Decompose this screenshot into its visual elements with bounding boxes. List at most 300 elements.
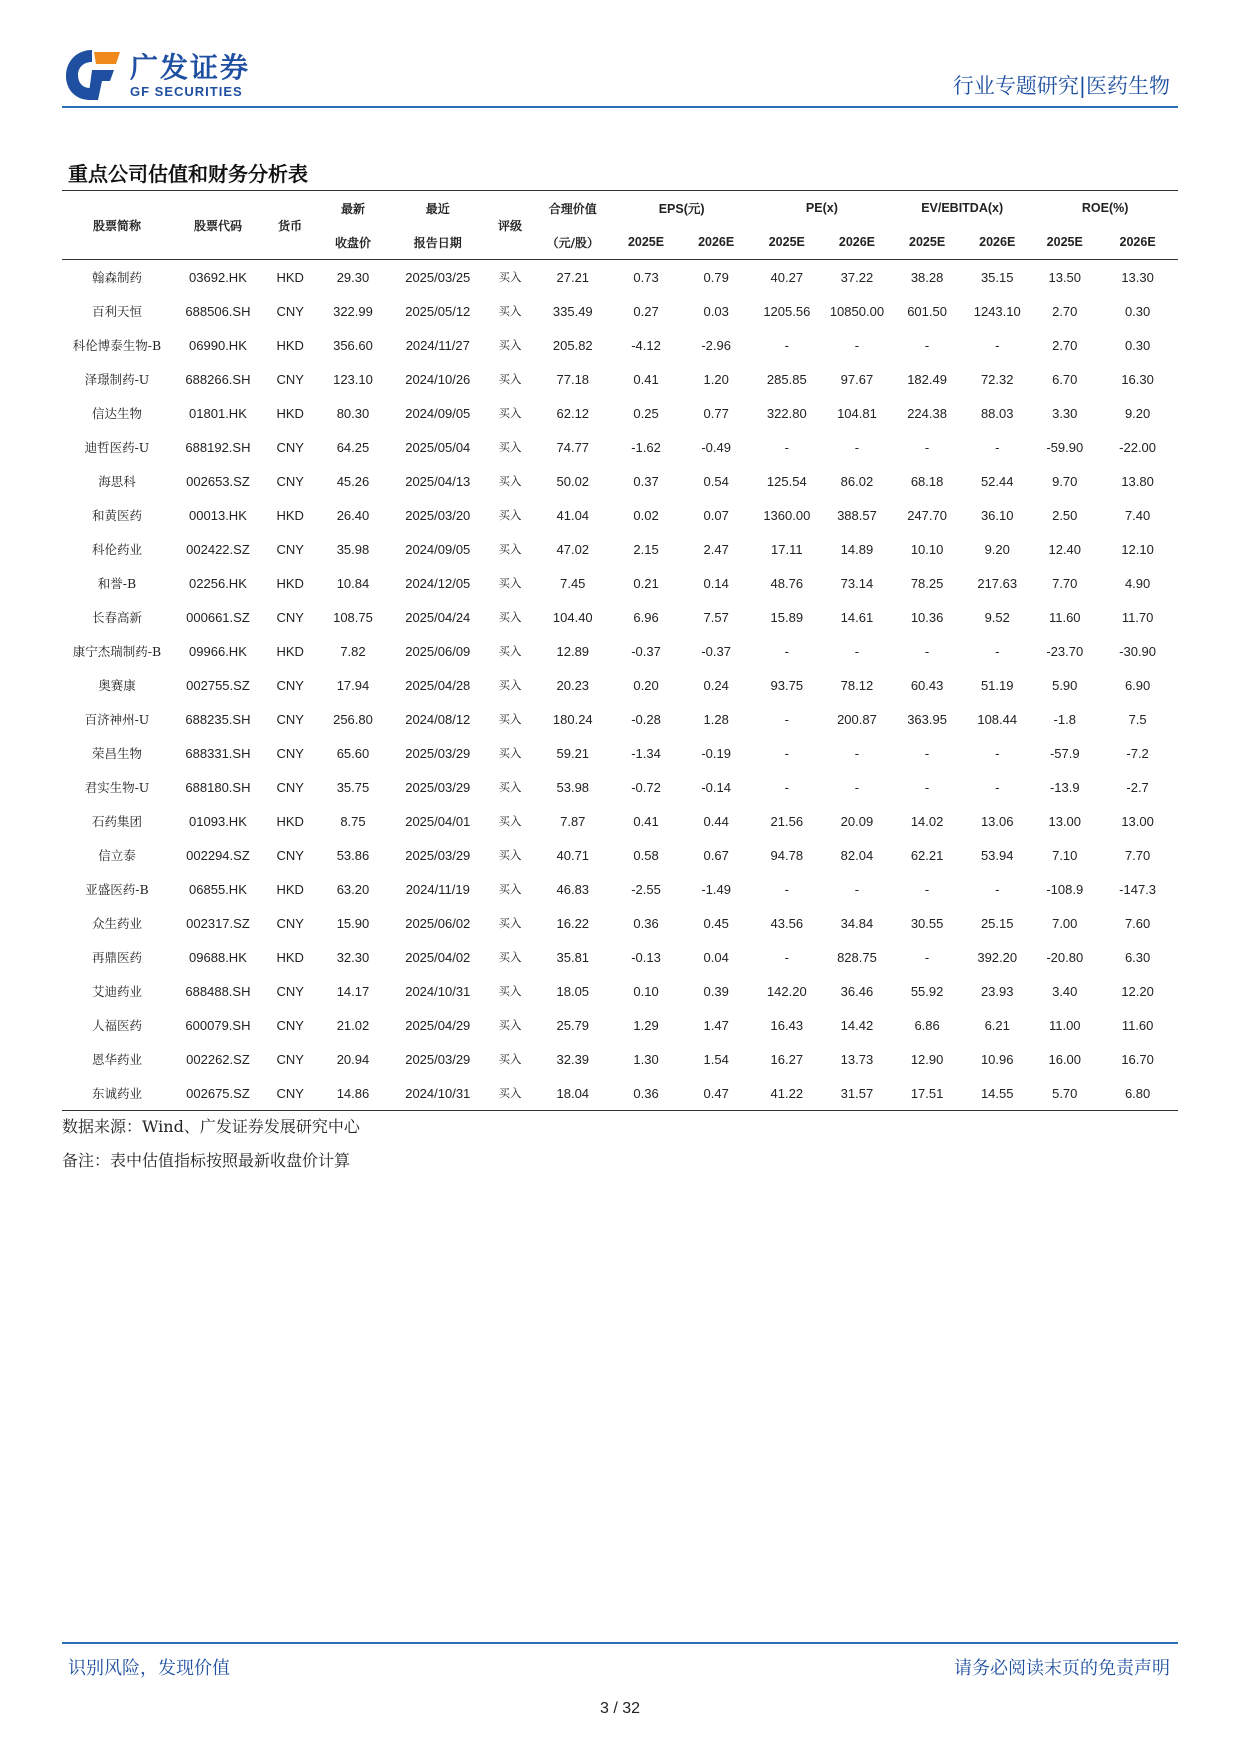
cell-ev-2025e: 38.28 (910, 269, 944, 285)
cell-eps-2025e: 1.30 (633, 1051, 659, 1067)
cell-pe-2026e: - (854, 643, 860, 659)
cell-ev-2026e: 23.93 (980, 983, 1014, 999)
cell-target: 53.98 (556, 779, 590, 795)
cell-code: 02256.HK (189, 575, 247, 591)
cell-report-date: 2024/11/27 (405, 337, 470, 353)
cell-roe-2025e: 13.00 (1048, 813, 1082, 829)
cell-rating: 买入 (498, 406, 522, 420)
cell-pe-2025e: - (784, 949, 789, 965)
cell-rating: 买入 (498, 848, 522, 862)
cell-report-date: 2025/04/13 (405, 473, 471, 489)
cell-ev-2025e: 14.02 (910, 813, 944, 829)
cell-ev-2026e: 9.20 (984, 541, 1010, 557)
cell-roe-2025e: 7.70 (1052, 575, 1078, 591)
cell-roe-2025e: 2.50 (1052, 507, 1078, 523)
cell-target: 18.04 (556, 1085, 590, 1101)
cell-currency: CNY (276, 609, 304, 625)
cell-code: 06990.HK (189, 337, 247, 353)
table-row (62, 532, 1178, 566)
cell-target: 16.22 (556, 915, 590, 931)
header-roe: ROE(%) (1081, 201, 1129, 215)
cell-report-date: 2024/10/26 (405, 371, 471, 387)
cell-roe-2025e: -23.70 (1046, 643, 1084, 659)
cell-code: 002653.SZ (186, 473, 250, 489)
cell-roe-2026e: 0.30 (1124, 303, 1151, 319)
cell-eps-2025e: 0.58 (633, 847, 659, 863)
table-row (62, 362, 1178, 396)
cell-ev-2025e: - (924, 779, 930, 795)
header-ev-2026e: 2026E (979, 235, 1016, 249)
report-section: 行业专题研究|医药生物 (952, 74, 1170, 98)
cell-ev-2025e: 6.86 (914, 1017, 940, 1033)
cell-report-date: 2025/03/25 (405, 269, 471, 285)
cell-rating: 买入 (498, 304, 522, 318)
cell-code: 09688.HK (189, 949, 247, 965)
cell-ev-2025e: 363.95 (907, 711, 947, 727)
cell-eps-2025e: -0.72 (631, 779, 661, 795)
header-roe-2026e: 2026E (1119, 235, 1156, 249)
page-number: 3 / 32 (599, 1700, 641, 1717)
cell-eps-2025e: -0.37 (631, 643, 661, 659)
cell-roe-2026e: -2.7 (1126, 779, 1149, 795)
cell-eps-2025e: 1.29 (633, 1017, 659, 1033)
cell-currency: HKD (276, 269, 304, 285)
page-footer (62, 1642, 1178, 1684)
cell-eps-2026e: 0.39 (703, 983, 729, 999)
header-report-1: 最近 (425, 201, 450, 216)
cell-code: 688235.SH (185, 711, 251, 727)
cell-eps-2025e: 0.20 (633, 677, 659, 693)
cell-target: 104.40 (552, 609, 593, 625)
table-row (62, 736, 1178, 770)
cell-pe-2025e: - (784, 643, 789, 659)
header-report-2: 报告日期 (413, 235, 462, 250)
header-eps-2026e: 2026E (698, 235, 735, 249)
cell-roe-2025e: -59.90 (1046, 439, 1084, 455)
cell-pe-2026e: - (854, 745, 860, 761)
header-rating: 评级 (497, 218, 522, 233)
cell-code: 002755.SZ (186, 677, 250, 693)
cell-report-date: 2024/09/05 (405, 405, 471, 421)
cell-pe-2026e: 78.12 (840, 677, 874, 693)
cell-pe-2025e: 48.76 (770, 575, 804, 591)
cell-roe-2025e: 16.00 (1048, 1051, 1082, 1067)
header-currency: 货币 (278, 218, 303, 233)
header-eps-2025e: 2025E (627, 235, 665, 249)
table-row (62, 940, 1178, 974)
header-ev-2025e: 2025E (909, 235, 946, 249)
cell-pe-2026e: 14.89 (840, 541, 874, 557)
cell-name: 东诚药业 (91, 1086, 142, 1101)
cell-eps-2026e: -0.37 (701, 643, 731, 659)
cell-roe-2026e: 9.20 (1124, 405, 1151, 421)
table-row (62, 328, 1178, 362)
cell-code: 600079.SH (185, 1017, 251, 1033)
cell-close: 123.10 (333, 371, 373, 387)
cell-pe-2026e: 86.02 (840, 473, 874, 489)
cell-target: 7.87 (560, 813, 586, 829)
cell-close: 108.75 (333, 609, 373, 625)
cell-name: 荣昌生物 (91, 746, 142, 761)
cell-ev-2026e: 9.52 (984, 609, 1010, 625)
header-pe-2026e: 2026E (838, 235, 876, 249)
cell-close: 14.17 (336, 983, 370, 999)
cell-pe-2025e: - (784, 745, 789, 761)
cell-report-date: 2024/09/05 (405, 541, 471, 557)
cell-name: 奥赛康 (98, 678, 136, 693)
cell-code: 00013.HK (189, 507, 247, 523)
brand-name-cn: 广发证券 (130, 51, 251, 84)
table-row (62, 668, 1178, 702)
cell-eps-2026e: 0.77 (703, 405, 729, 421)
cell-currency: HKD (276, 949, 304, 965)
cell-pe-2025e: - (784, 337, 789, 353)
cell-name: 长春高新 (91, 610, 142, 625)
table-row (62, 906, 1178, 940)
cell-rating: 买入 (498, 780, 522, 794)
cell-code: 002422.SZ (186, 541, 250, 557)
cell-ev-2026e: 392.20 (977, 949, 1018, 965)
cell-eps-2026e: -0.49 (701, 439, 731, 455)
cell-code: 002262.SZ (186, 1051, 250, 1067)
cell-rating: 买入 (498, 916, 522, 930)
cell-pe-2026e: 73.14 (840, 575, 874, 591)
cell-ev-2025e: - (924, 949, 930, 965)
cell-currency: HKD (276, 337, 304, 353)
footer-slogan: 识别风险，发现价值 (68, 1658, 230, 1679)
cell-ev-2025e: 62.21 (910, 847, 944, 863)
cell-ev-2025e: - (924, 881, 930, 897)
cell-roe-2026e: -147.3 (1119, 881, 1157, 897)
cell-roe-2026e: -22.00 (1119, 439, 1157, 455)
cell-name: 康宁杰瑞制药-B (72, 644, 162, 659)
cell-rating: 买入 (498, 440, 522, 454)
cell-ev-2025e: 55.92 (910, 983, 944, 999)
cell-report-date: 2025/06/02 (405, 915, 471, 931)
cell-eps-2025e: 6.96 (633, 609, 659, 625)
table-row (62, 430, 1178, 464)
cell-roe-2026e: 7.70 (1124, 847, 1151, 863)
cell-roe-2026e: 0.30 (1124, 337, 1151, 353)
cell-roe-2025e: 3.40 (1052, 983, 1078, 999)
cell-eps-2026e: 0.47 (703, 1085, 729, 1101)
cell-code: 688266.SH (185, 371, 251, 387)
cell-report-date: 2025/04/28 (405, 677, 471, 693)
cell-ev-2026e: 10.96 (980, 1051, 1014, 1067)
cell-ev-2025e: 68.18 (910, 473, 944, 489)
cell-name: 科伦药业 (91, 542, 142, 557)
cell-ev-2026e: 72.32 (980, 371, 1014, 387)
cell-rating: 买入 (498, 746, 522, 760)
cell-roe-2025e: 12.40 (1048, 541, 1082, 557)
cell-eps-2025e: 0.41 (633, 371, 659, 387)
cell-rating: 买入 (498, 576, 522, 590)
cell-currency: CNY (276, 371, 304, 387)
cell-pe-2026e: 20.09 (840, 813, 874, 829)
cell-pe-2025e: 17.11 (771, 541, 803, 557)
cell-report-date: 2025/05/12 (405, 303, 471, 319)
cell-roe-2025e: 7.00 (1052, 915, 1078, 931)
cell-pe-2026e: 97.67 (840, 371, 874, 387)
footer-disclaimer: 请务必阅读末页的免责声明 (954, 1658, 1170, 1679)
cell-currency: CNY (276, 779, 304, 795)
cell-report-date: 2024/11/19 (405, 881, 470, 897)
cell-roe-2026e: 12.20 (1121, 983, 1154, 999)
cell-roe-2026e: 7.60 (1124, 915, 1151, 931)
cell-target: 35.81 (556, 949, 590, 965)
cell-currency: CNY (276, 473, 304, 489)
cell-eps-2026e: -0.19 (701, 745, 731, 761)
cell-currency: CNY (276, 983, 304, 999)
cell-currency: CNY (276, 303, 304, 319)
cell-target: 335.49 (552, 303, 593, 319)
cell-ev-2026e: 53.94 (980, 847, 1014, 863)
cell-eps-2026e: -0.14 (701, 779, 731, 795)
cell-name: 科伦博泰生物-B (72, 338, 162, 353)
cell-currency: HKD (276, 405, 304, 421)
cell-name: 亚盛医药-B (85, 882, 149, 897)
cell-rating: 买入 (498, 712, 522, 726)
cell-rating: 买入 (498, 474, 522, 488)
cell-eps-2025e: 2.15 (633, 541, 659, 557)
cell-roe-2026e: 11.70 (1121, 609, 1154, 625)
cell-rating: 买入 (498, 372, 522, 386)
cell-target: 20.23 (556, 677, 590, 693)
cell-code: 01093.HK (189, 813, 247, 829)
cell-close: 35.98 (336, 541, 370, 557)
cell-eps-2026e: 0.24 (703, 677, 729, 693)
cell-close: 14.86 (336, 1085, 370, 1101)
cell-name: 艾迪药业 (91, 984, 142, 999)
cell-pe-2025e: 94.78 (770, 847, 804, 863)
cell-rating: 买入 (498, 610, 522, 624)
table-title: 重点公司估值和财务分析表 (68, 162, 308, 186)
cell-report-date: 2025/03/29 (405, 745, 471, 761)
cell-report-date: 2025/04/01 (405, 813, 471, 829)
cell-close: 26.40 (336, 507, 370, 523)
table-row (62, 804, 1178, 838)
cell-pe-2025e: - (784, 439, 789, 455)
cell-target: 41.04 (556, 507, 590, 523)
cell-eps-2026e: 0.03 (703, 303, 729, 319)
cell-report-date: 2025/03/20 (405, 507, 471, 523)
cell-close: 63.20 (336, 881, 370, 897)
cell-pe-2025e: - (784, 881, 789, 897)
cell-rating: 买入 (498, 678, 522, 692)
remark-note: 备注：表中估值指标按照最新收盘价计算 (62, 1151, 351, 1170)
data-source-note: 数据来源：Wind、广发证券发展研究中心 (62, 1117, 360, 1136)
cell-eps-2026e: 0.67 (703, 847, 729, 863)
cell-eps-2025e: -2.55 (631, 881, 661, 897)
cell-currency: CNY (276, 915, 304, 931)
cell-name: 石药集团 (91, 814, 142, 829)
cell-eps-2026e: 0.14 (703, 575, 729, 591)
cell-pe-2025e: 40.27 (770, 269, 804, 285)
cell-report-date: 2025/04/24 (405, 609, 471, 625)
cell-target: 62.12 (556, 405, 590, 421)
cell-code: 688192.SH (185, 439, 251, 455)
cell-target: 47.02 (556, 541, 590, 557)
cell-eps-2026e: 2.47 (703, 541, 729, 557)
cell-pe-2025e: 125.54 (766, 473, 807, 489)
cell-rating: 买入 (498, 814, 522, 828)
cell-pe-2026e: 31.57 (840, 1085, 874, 1101)
cell-eps-2025e: -0.28 (631, 711, 661, 727)
cell-roe-2026e: 16.30 (1121, 371, 1154, 387)
cell-ev-2026e: - (995, 745, 1000, 761)
cell-eps-2025e: 0.37 (633, 473, 659, 489)
gf-logo-icon (62, 48, 122, 102)
cell-target: 46.83 (556, 881, 590, 897)
cell-close: 32.30 (336, 949, 370, 965)
cell-ev-2025e: 60.43 (910, 677, 944, 693)
header-code: 股票代码 (193, 218, 242, 233)
cell-name: 人福医药 (91, 1018, 142, 1033)
cell-ev-2026e: - (995, 643, 1000, 659)
cell-ev-2026e: 88.03 (980, 405, 1014, 421)
cell-pe-2026e: 13.73 (840, 1051, 874, 1067)
cell-ev-2026e: 25.15 (980, 915, 1014, 931)
cell-code: 09966.HK (189, 643, 247, 659)
table-row (62, 1008, 1178, 1042)
cell-name: 和誉-B (97, 576, 137, 591)
cell-name: 恩华药业 (91, 1052, 142, 1067)
cell-name: 众生药业 (91, 916, 142, 931)
cell-currency: HKD (276, 575, 304, 591)
cell-target: 180.24 (552, 711, 593, 727)
cell-target: 59.21 (556, 745, 590, 761)
cell-name: 翰森制药 (91, 270, 142, 285)
cell-ev-2025e: 78.25 (910, 575, 944, 591)
cell-roe-2026e: 13.30 (1121, 269, 1154, 285)
cell-roe-2025e: 11.60 (1048, 609, 1081, 625)
cell-ev-2026e: - (995, 337, 1000, 353)
cell-ev-2025e: - (924, 337, 930, 353)
cell-name: 百利天恒 (91, 304, 142, 319)
cell-eps-2026e: -1.49 (701, 881, 731, 897)
cell-close: 53.86 (336, 847, 370, 863)
cell-pe-2026e: 34.84 (840, 915, 874, 931)
cell-eps-2025e: 0.73 (633, 269, 659, 285)
cell-close: 64.25 (336, 439, 370, 455)
page-header (62, 40, 1178, 108)
cell-code: 06855.HK (189, 881, 247, 897)
cell-rating: 买入 (498, 542, 522, 556)
cell-code: 688180.SH (185, 779, 251, 795)
cell-name: 和黄医药 (91, 508, 142, 523)
cell-close: 35.75 (336, 779, 370, 795)
cell-pe-2026e: 14.42 (840, 1017, 874, 1033)
cell-roe-2026e: 11.60 (1121, 1017, 1154, 1033)
cell-report-date: 2025/06/09 (405, 643, 471, 659)
cell-pe-2026e: - (854, 439, 860, 455)
header-pe: PE(x) (805, 201, 838, 215)
cell-currency: CNY (276, 1085, 304, 1101)
cell-report-date: 2024/08/12 (405, 711, 471, 727)
table-row (62, 566, 1178, 600)
table-row (62, 770, 1178, 804)
cell-ev-2026e: 35.15 (980, 269, 1014, 285)
cell-eps-2025e: 0.41 (633, 813, 659, 829)
header-ev-ebitda: EV/EBITDA(x) (921, 201, 1004, 215)
cell-target: 18.05 (556, 983, 590, 999)
cell-close: 8.75 (340, 813, 366, 829)
cell-code: 688331.SH (185, 745, 251, 761)
cell-name: 信立泰 (98, 848, 136, 863)
cell-report-date: 2025/03/29 (405, 779, 471, 795)
cell-roe-2026e: -30.90 (1119, 643, 1157, 659)
cell-roe-2026e: 13.80 (1121, 473, 1154, 489)
cell-eps-2026e: 0.45 (703, 915, 729, 931)
cell-pe-2026e: 104.81 (837, 405, 877, 421)
cell-report-date: 2024/10/31 (405, 1085, 471, 1101)
header-target-1: 合理价值 (548, 201, 597, 216)
cell-currency: CNY (276, 677, 304, 693)
cell-close: 17.94 (336, 677, 370, 693)
table-row (62, 464, 1178, 498)
table-row (62, 1042, 1178, 1076)
cell-pe-2026e: - (854, 881, 860, 897)
cell-ev-2025e: 10.10 (910, 541, 944, 557)
cell-ev-2026e: 13.06 (980, 813, 1014, 829)
cell-roe-2026e: 12.10 (1121, 541, 1154, 557)
cell-close: 322.99 (333, 303, 373, 319)
cell-report-date: 2025/03/29 (405, 847, 471, 863)
cell-eps-2025e: -0.13 (631, 949, 661, 965)
cell-roe-2025e: 2.70 (1052, 337, 1078, 353)
table-body (62, 260, 1178, 1111)
cell-ev-2025e: 601.50 (907, 303, 947, 319)
cell-pe-2025e: 1360.00 (763, 507, 811, 523)
cell-close: 356.60 (333, 337, 373, 353)
cell-eps-2025e: 0.36 (633, 1085, 659, 1101)
cell-name: 再鼎医药 (91, 950, 142, 965)
cell-ev-2025e: - (924, 745, 930, 761)
cell-pe-2025e: 16.27 (770, 1051, 804, 1067)
cell-ev-2025e: - (924, 439, 930, 455)
cell-currency: HKD (276, 813, 304, 829)
cell-eps-2025e: 0.27 (633, 303, 659, 319)
cell-target: 25.79 (556, 1017, 590, 1033)
cell-ev-2026e: 36.10 (980, 507, 1014, 523)
cell-rating: 买入 (498, 270, 522, 284)
cell-roe-2025e: 9.70 (1052, 473, 1078, 489)
cell-rating: 买入 (498, 508, 522, 522)
table-row (62, 600, 1178, 634)
cell-code: 002317.SZ (186, 915, 250, 931)
cell-currency: HKD (276, 507, 304, 523)
cell-name: 迪哲医药-U (84, 440, 150, 455)
cell-roe-2026e: -7.2 (1126, 745, 1149, 761)
cell-ev-2025e: 12.90 (910, 1051, 944, 1067)
cell-roe-2026e: 13.00 (1121, 813, 1154, 829)
cell-close: 15.90 (336, 915, 370, 931)
header-target-2: （元/股） (546, 235, 599, 250)
cell-target: 40.71 (556, 847, 590, 863)
table-row (62, 702, 1178, 736)
cell-ev-2025e: 247.70 (907, 507, 947, 523)
cell-code: 002675.SZ (186, 1085, 250, 1101)
cell-pe-2025e: 16.43 (770, 1017, 804, 1033)
cell-ev-2026e: 51.19 (980, 677, 1014, 693)
cell-pe-2025e: 15.89 (770, 609, 804, 625)
cell-currency: CNY (276, 711, 304, 727)
cell-currency: CNY (276, 1051, 304, 1067)
cell-eps-2025e: 0.02 (633, 507, 659, 523)
table-row (62, 872, 1178, 906)
header-roe-2025e: 2025E (1046, 235, 1083, 249)
cell-eps-2025e: -4.12 (631, 337, 661, 353)
